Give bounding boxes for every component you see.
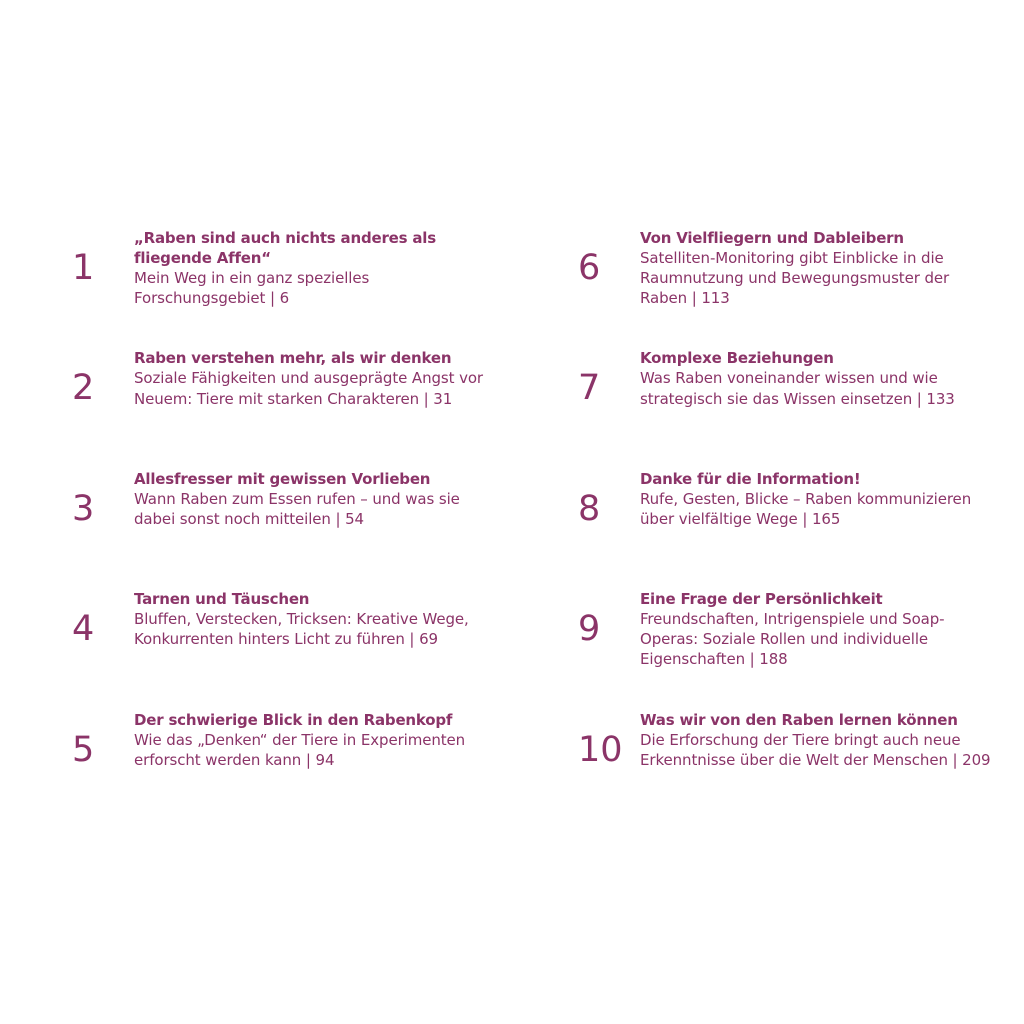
chapter-text xyxy=(134,589,494,649)
chapter-subtitle-text: Freundschaften, Intrigenspiele und Soap-Operas: Soziale Rollen und individuelle Eigenschaften xyxy=(640,610,945,669)
chapter-page-number: | 69 xyxy=(405,630,438,648)
chapter-number: 1 xyxy=(72,248,95,288)
chapter-subtitle xyxy=(640,368,1000,408)
chapter-subtitle-text: Mein Weg in ein ganz spezielles Forschungsgebiet xyxy=(134,269,370,308)
chapter-title: Komplexe Beziehungen xyxy=(640,349,834,368)
chapter-number: 7 xyxy=(578,368,601,409)
toc-entry-10[interactable] xyxy=(578,710,1018,830)
toc-entry-8[interactable] xyxy=(578,469,1018,589)
chapter-subtitle xyxy=(640,489,1000,529)
toc-entry-3[interactable] xyxy=(72,469,512,589)
chapter-text xyxy=(134,710,494,770)
toc-entry-2[interactable] xyxy=(72,348,512,468)
chapter-page-number: | 133 xyxy=(912,390,955,408)
chapter-subtitle xyxy=(134,489,494,529)
chapter-title: Raben verstehen mehr, als wir denken xyxy=(134,349,452,368)
toc-entry-6[interactable] xyxy=(578,228,1018,348)
toc-entry-9[interactable] xyxy=(578,589,1018,709)
chapter-text xyxy=(640,589,1000,669)
toc-entry-4[interactable] xyxy=(72,589,512,709)
chapter-page-number: | 113 xyxy=(687,289,730,307)
chapter-page-number: | 188 xyxy=(745,650,788,668)
chapter-subtitle xyxy=(640,609,1000,669)
chapter-text xyxy=(640,469,1000,529)
chapter-number: 5 xyxy=(72,729,95,770)
chapter-title: Was wir von den Raben lernen können xyxy=(640,710,958,729)
toc-entry-1[interactable] xyxy=(72,228,512,348)
chapter-subtitle xyxy=(640,730,1000,770)
chapter-page-number: | 31 xyxy=(419,390,452,408)
chapter-page-number: | 6 xyxy=(265,289,289,307)
chapter-subtitle-text: Wie das „Denken“ der Tiere in Experimenten erforscht werden kann xyxy=(134,730,466,769)
toc-column-left xyxy=(72,228,512,830)
chapter-title: Allesfresser mit gewissen Vorlieben xyxy=(134,469,431,488)
chapter-title: „Raben sind auch nichts anderes als fliegende Affen“ xyxy=(134,229,436,268)
chapter-subtitle-text: Soziale Fähigkeiten und ausgeprägte Angst vor Neuem: Tiere mit starken Charakteren xyxy=(134,369,483,408)
chapter-number: 8 xyxy=(578,488,601,529)
chapter-number: 6 xyxy=(578,248,601,288)
chapter-subtitle xyxy=(134,730,494,770)
chapter-subtitle-text: Die Erforschung der Tiere bringt auch neue Erkenntnisse über die Welt der Menschen xyxy=(640,730,961,769)
chapter-subtitle xyxy=(134,368,494,408)
chapter-subtitle xyxy=(134,268,494,308)
chapter-title: Der schwierige Blick in den Rabenkopf xyxy=(134,710,453,729)
toc-entry-5[interactable] xyxy=(72,710,512,830)
chapter-title: Von Vielfliegern und Dableibern xyxy=(640,229,904,247)
chapter-number: 10 xyxy=(578,729,623,770)
toc-column-right xyxy=(578,228,1018,830)
toc-entry-7[interactable] xyxy=(578,348,1018,468)
chapter-text xyxy=(640,348,1000,408)
chapter-number: 4 xyxy=(72,609,95,650)
chapter-title: Eine Frage der Persönlichkeit xyxy=(640,590,883,609)
chapter-title: Danke für die Information! xyxy=(640,469,861,488)
chapter-subtitle-text: Rufe, Gesten, Blicke – Raben kommunizieren über vielfältige Wege xyxy=(640,489,972,528)
chapter-subtitle xyxy=(134,609,494,649)
chapter-text xyxy=(640,228,1000,308)
chapter-subtitle-text: Bluffen, Verstecken, Tricksen: Kreative Wege, Konkurrenten hinters Licht zu führen xyxy=(134,610,469,649)
chapter-subtitle xyxy=(640,248,1000,308)
chapter-number: 2 xyxy=(72,368,95,409)
chapter-subtitle-text: Wann Raben zum Essen rufen – und was sie dabei sonst noch mitteilen xyxy=(134,489,460,528)
chapter-number: 3 xyxy=(72,488,95,529)
chapter-page-number: | 94 xyxy=(301,751,334,769)
chapter-page-number: | 165 xyxy=(798,510,841,528)
chapter-page-number: | 209 xyxy=(948,751,991,769)
chapter-text xyxy=(134,228,494,308)
chapter-page-number: | 54 xyxy=(331,510,364,528)
chapter-text xyxy=(640,710,1000,770)
chapter-subtitle-text: Satelliten-Monitoring gibt Einblicke in die Raumnutzung und Bewegungsmuster der Raben xyxy=(640,249,950,308)
chapter-text xyxy=(134,469,494,529)
chapter-subtitle-text: Was Raben voneinander wissen und wie strategisch sie das Wissen einsetzen xyxy=(640,369,938,408)
chapter-text xyxy=(134,348,494,408)
chapter-title: Tarnen und Täuschen xyxy=(134,590,310,609)
chapter-number: 9 xyxy=(578,609,601,650)
